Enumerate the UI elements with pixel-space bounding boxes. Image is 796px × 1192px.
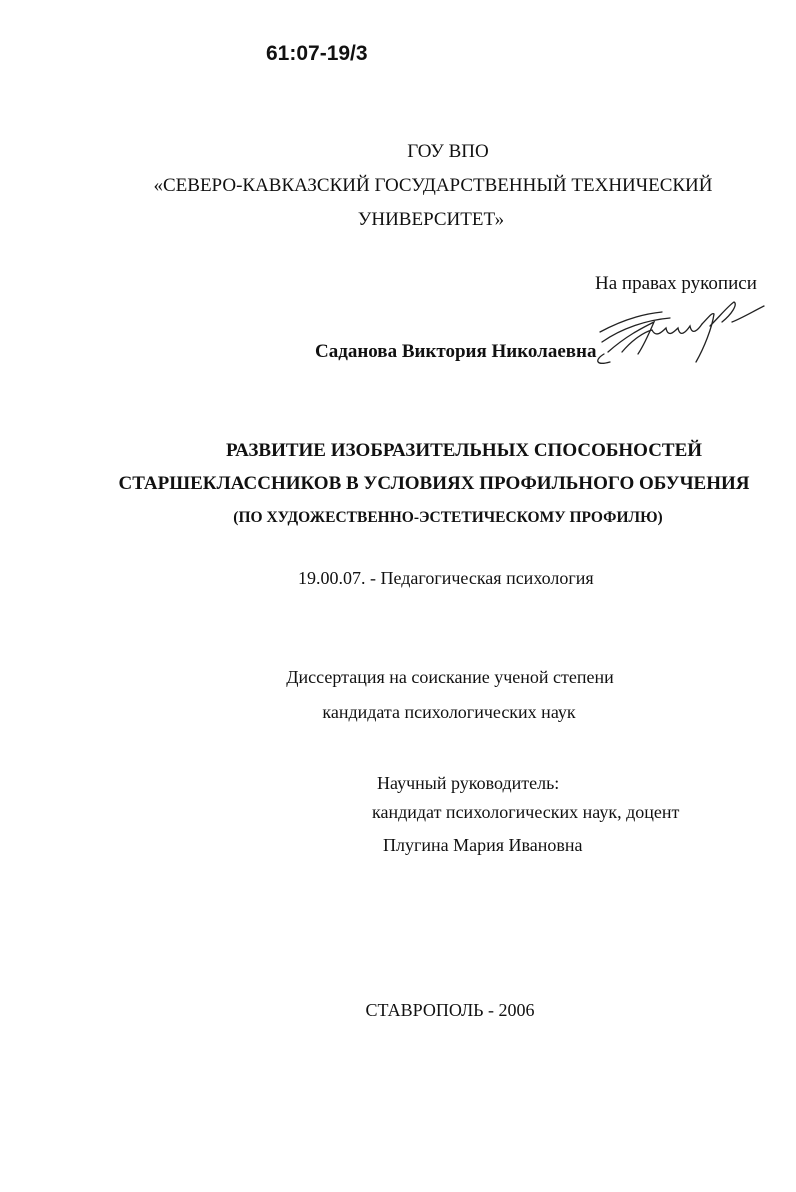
institution-line-1: ГОУ ВПО — [407, 141, 489, 162]
supervisor-rank: кандидат психологических наук, доцент — [372, 802, 680, 822]
signature — [592, 292, 772, 372]
title-line-1: РАЗВИТИЕ ИЗОБРАЗИТЕЛЬНЫХ СПОСОБНОСТЕЙ — [225, 440, 703, 461]
catalog-code: 61:07-19/3 — [266, 42, 368, 65]
degree-line-2: кандидата психологических наук — [322, 702, 576, 722]
author-name: Саданова Виктория Николаевна — [315, 341, 597, 362]
institution-line-3: УНИВЕРСИТЕТ» — [357, 209, 505, 230]
title-line-2: СТАРШЕКЛАССНИКОВ В УСЛОВИЯХ ПРОФИЛЬНОГО ОБУЧЕНИЯ — [118, 473, 750, 494]
manuscript-note: На правах рукописи — [595, 273, 757, 294]
institution-line-2: «СЕВЕРО-КАВКАЗСКИЙ ГОСУДАРСТВЕННЫЙ ТЕХНИЧЕСКИЙ — [153, 175, 713, 196]
title-subtitle: (ПО ХУДОЖЕСТВЕННО-ЭСТЕТИЧЕСКОМУ ПРОФИЛЮ) — [233, 509, 663, 526]
degree-line-1: Диссертация на соискание ученой степени — [286, 667, 614, 687]
city-year: СТАВРОПОЛЬ - 2006 — [365, 1000, 535, 1020]
supervisor-name: Плугина Мария Ивановна — [383, 835, 583, 855]
specialty: 19.00.07. - Педагогическая психология — [298, 568, 594, 588]
supervisor-label: Научный руководитель: — [377, 773, 560, 793]
